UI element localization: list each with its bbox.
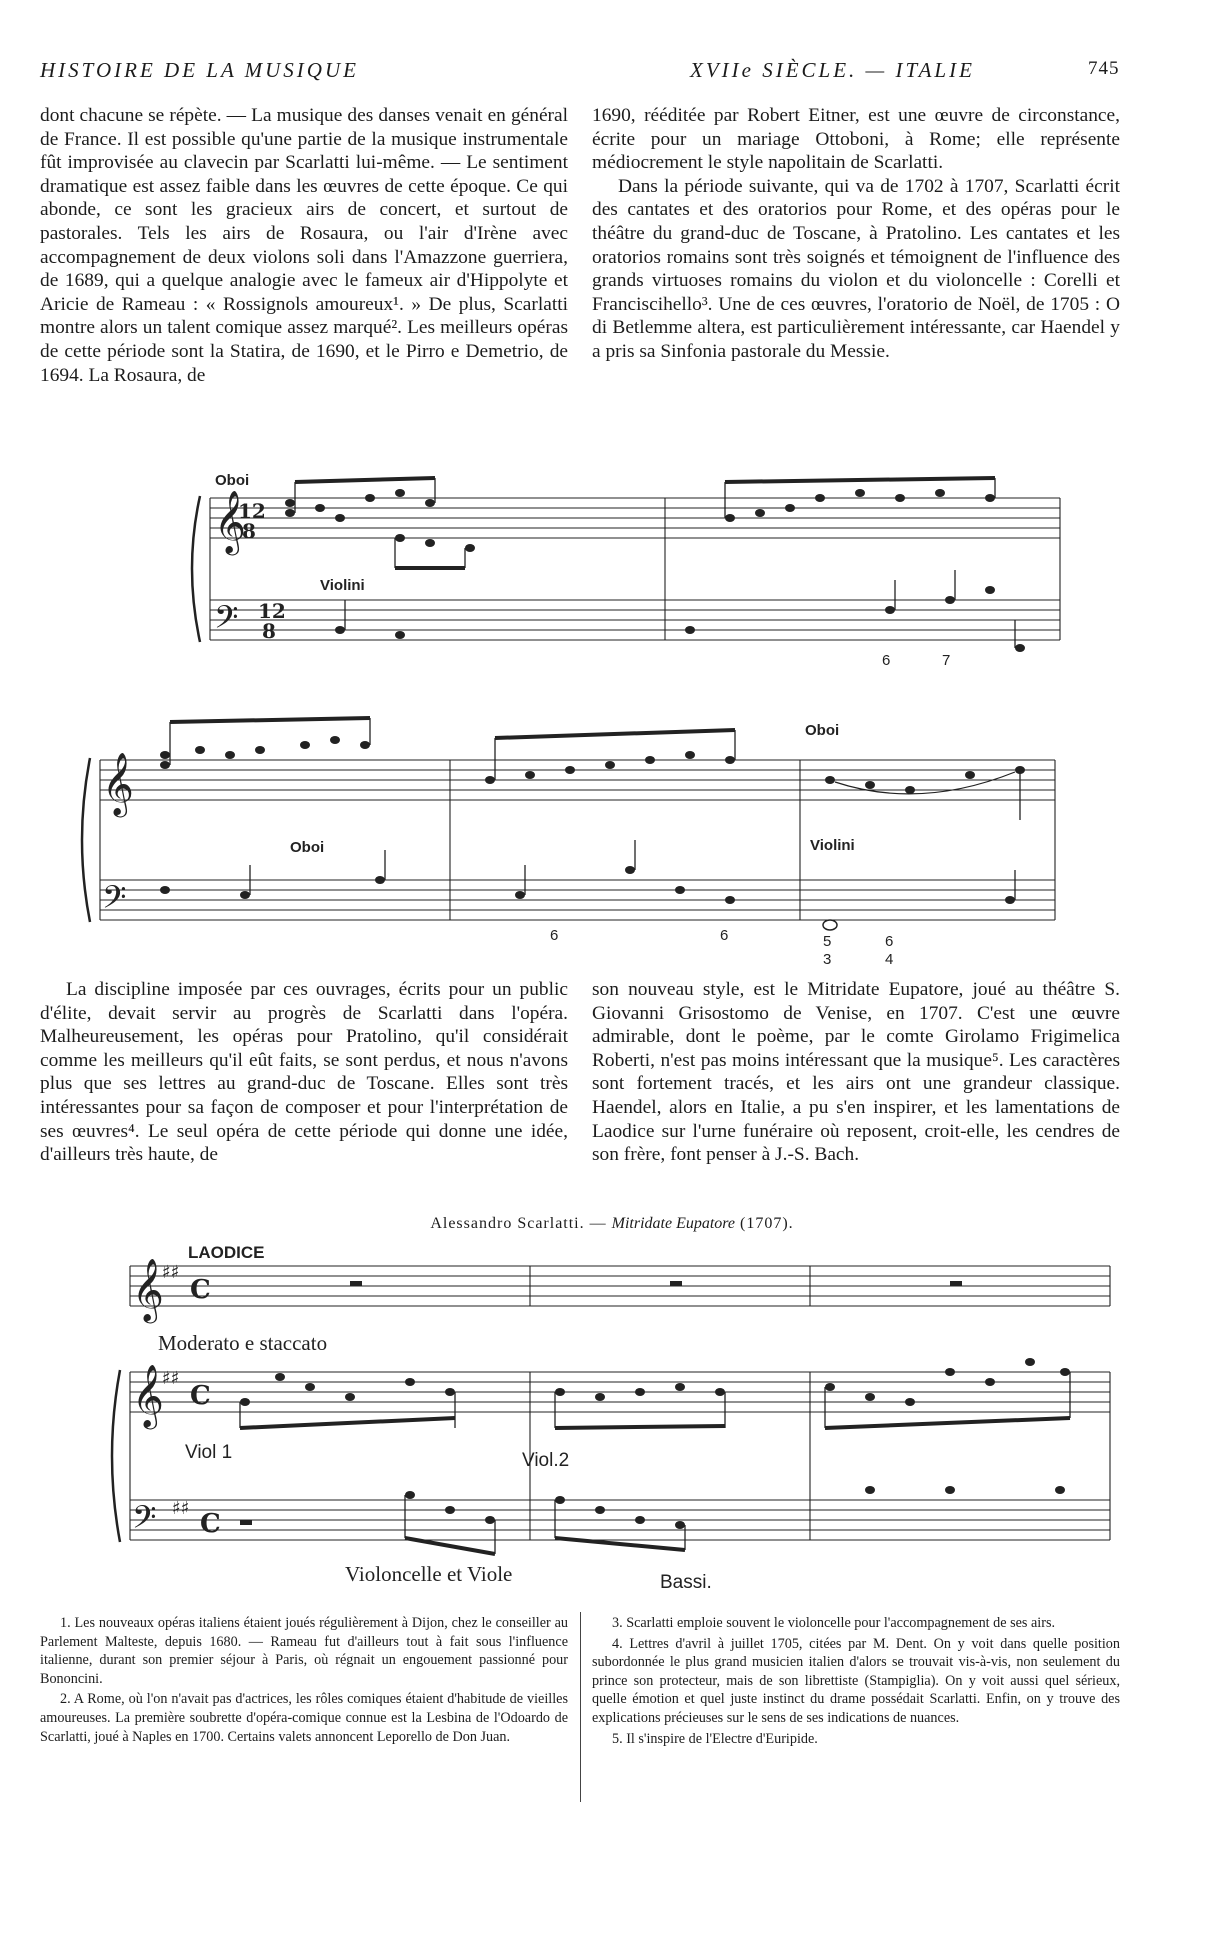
svg-text:8: 8 (242, 519, 256, 543)
top-left-column (40, 104, 568, 387)
paragraph: son nouveau style, est le Mitridate Eupatore, joué au théâtre S. Giovanni Grisostomo de Venise, en 1707. C'est une œuvre admirable, dont le poème, par le comte Girolamo Frigimelica Roberti, n'est pas moins intéressant que la musique⁵. Les caractères sont fortement tracés, et les airs ont une grandeur classique. Haendel, alors en Italie, a pu s'en inspirer, et les lamentations de Laodice sur l'urne funéraire où reposent, croit-elle, les cendres de son frère, font penser à J.-S. Bach. (592, 979, 1120, 1166)
svg-text:8: 8 (262, 619, 276, 643)
top-right-column (592, 104, 1120, 364)
running-header-right: XVIIe SIÈCLE. — ITALIE (690, 58, 975, 82)
svg-text:♯♯: ♯♯ (162, 1368, 180, 1389)
figured-bass: 3 (823, 951, 832, 968)
label-violini: Violini (810, 837, 855, 854)
music-score-pastorale-system-1 (170, 470, 1070, 680)
paragraph: 1690, rééditée par Robert Eitner, est une œuvre de circonstance, écrite pour un mariage Ottoboni, à Rome; elle représente médiocrement le style napolitain de Scarlatti. (592, 105, 1120, 174)
label-bassi: Bassi. (660, 1572, 712, 1593)
figured-bass: 4 (885, 951, 894, 968)
svg-text:𝄞: 𝄞 (214, 490, 246, 553)
svg-text:𝄢: 𝄢 (132, 1499, 157, 1543)
svg-text:C: C (200, 1509, 221, 1539)
caption-author: Alessandro Scarlatti. (430, 1215, 585, 1232)
svg-text:C: C (190, 1275, 211, 1305)
caption-work: Mitridate Eupatore (611, 1215, 736, 1232)
svg-text:𝄢: 𝄢 (214, 599, 239, 643)
figured-bass: 5 (823, 933, 832, 950)
paragraph: La discipline imposée par ces ouvrages, écrits pour un public d'élite, devait servir au progrès de Scarlatti dans l'opéra. Malheureusement, les opéras pour Pratolino, qu'il considérait comme les meilleurs qu'il eût faits, se sont perdus, et nous n'avons plus que ses lettres au grand-duc de Toscane. Elles sont très intéressantes pour sa façon de composer et pour l'interprétation de ses œuvres⁴. Le seul opéra de cette période qui donne une idée, d'ailleurs très haute, de (40, 979, 568, 1166)
label-oboi: Oboi (290, 839, 325, 856)
running-header-left: HISTOIRE DE LA MUSIQUE (40, 58, 359, 82)
paragraph: Dans la période suivante, qui va de 1702 à 1707, Scarlatti écrit des cantates et des oratorios pour Rome, et des opéras pour le théâtre du grand-duc de Toscane, à Pratolino. Les cantates et les oratorios romains sont très soignés et témoignent de l'influence des grands virtuoses romains du violon et du violoncelle : Corelli et Franciscihello³. Une de ces œuvres, l'oratorio de Noël, de 1705 : O di Betlemme altera, est particulièrement intéressante, car Haendel y a pris sa Sinfonia pastorale du Messie. (592, 175, 1120, 362)
footnote: 1. Les nouveaux opéras italiens étaient joués régulièrement à Dijon, chez le conseiller au Parlement Malteste, depuis 1680. — Rameau fut d'ailleurs tout à fait sous l'influence italienne, durant son premier séjour à Paris, où régnait un engouement passionné pour Bononcini. (40, 1615, 568, 1687)
music-score-pastorale-system-2 (70, 700, 1070, 970)
figured-bass: 6 (882, 652, 891, 669)
svg-text:♯♯: ♯♯ (172, 1498, 190, 1519)
label-oboi: Oboi (215, 472, 250, 489)
footnote: 4. Lettres d'avril à juillet 1705, citées par M. Dent. On y voit dans quelle position subordonnée le plus grand musicien italien d'alors se trouvait vis-à-vis, non seulement du prince son protecteur, mais de son librettiste (Stampiglia). On y voit aussi quel sérieux, quelle émotion et quel juste instinct du drame possédait Scarlatti. Enfin, on y trouve des explications précieuses sur le sens de ses indications de nuances. (592, 1635, 1120, 1726)
music-example-caption (0, 1215, 1224, 1233)
music-score-mitridate (110, 1238, 1120, 1598)
footnote: 3. Scarlatti emploie souvent le violoncelle pour l'accompagnement de ses airs. (612, 1615, 1056, 1631)
footnote-divider (580, 1612, 581, 1802)
svg-text:♯♯: ♯♯ (162, 1262, 180, 1283)
svg-text:C: C (190, 1381, 211, 1411)
svg-text:𝄞: 𝄞 (102, 752, 134, 815)
paragraph: dont chacune se répète. — La musique des danses venait en général de France. Il est possible qu'une partie de la musique instrumentale fût improvisée au clavecin par Scarlatti lui-même. — Le sentiment dramatique est assez faible dans les œuvres de cette époque. Ce qui abonde, ce sont les gracieux airs de concert, et surtout de pastorales. Tels les airs de Rosaura, ou l'air d'Irène avec accompagnement de deux violons soli dans l'Amazzone guerriera, de 1689, qui a quelque analogie avec le fameux air d'Hippolyte et Aricie de Rameau : « Rossignols amoureux¹. » De plus, Scarlatti montre alors un talent comique assez marqué². Les meilleurs opéras de cette période sont la Statira, de 1690, et le Pirro e Demetrio, de 1694. La Rosaura, de (40, 105, 568, 386)
footnotes-left (40, 1614, 568, 1748)
footnotes-right (592, 1614, 1120, 1750)
figured-bass: 6 (720, 927, 729, 944)
tempo-marking: Moderato e staccato (158, 1331, 328, 1355)
figured-bass: 6 (550, 927, 559, 944)
middle-left-column (40, 978, 568, 1167)
footnote: 2. A Rome, où l'on n'avait pas d'actrices, les rôles comiques étaient d'habitude de vieilles amoureuses. La première soubrette d'opéra-comique connue est la Lesbina de l'Odoardo de Scarlatti, joué à Naples en 1700. Certains valets annoncent Leporello de Don Juan. (40, 1691, 568, 1745)
label-oboi: Oboi (805, 722, 840, 739)
caption-year: (1707). (735, 1215, 794, 1232)
svg-text:𝄢: 𝄢 (102, 879, 127, 923)
figured-bass: 7 (942, 652, 951, 669)
footnote: 5. Il s'inspire de l'Electre d'Euripide. (612, 1730, 818, 1747)
label-viol-2: Viol.2 (522, 1450, 570, 1471)
svg-text:12: 12 (238, 499, 266, 523)
svg-text:𝄞: 𝄞 (132, 1364, 164, 1427)
label-laodice: LAODICE (188, 1243, 265, 1262)
middle-right-column (592, 978, 1120, 1167)
figured-bass: 6 (885, 933, 894, 950)
label-violoncelle-viole: Violoncelle et Viole (345, 1562, 513, 1586)
svg-text:𝄞: 𝄞 (132, 1258, 164, 1321)
label-viol-1: Viol 1 (185, 1442, 233, 1463)
svg-text:12: 12 (258, 599, 286, 623)
caption-sep: — (584, 1215, 612, 1232)
label-violini: Violini (320, 577, 365, 594)
page-number: 745 (1088, 58, 1120, 79)
